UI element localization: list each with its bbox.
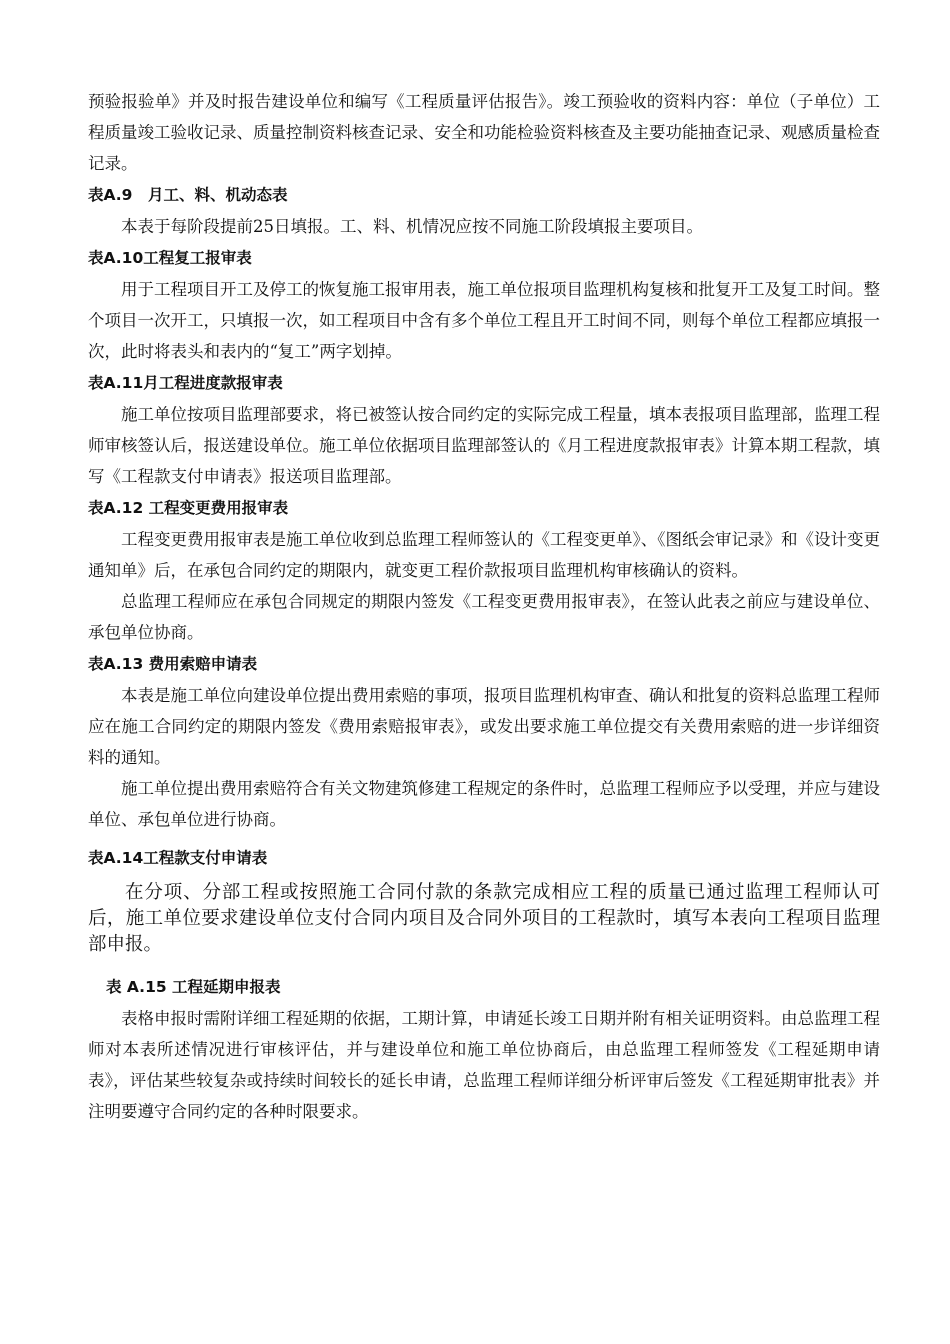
paragraph-a12-2: 总监理工程师应在承包合同规定的期限内签发《工程变更费用报审表》，在签认此表之前应与建设单位、承包单位协商。 [88,592,880,642]
heading-table-a11: 表A.11月工程进度款报审表 [88,374,283,392]
heading-table-a14: 表A.14工程款支付申请表 [88,849,268,867]
paragraph-a9-1: 本表于每阶段提前25日填报。工、料、机情况应按不同施工阶段填报主要项目。 [121,217,703,236]
heading-table-a12: 表A.12 工程变更费用报审表 [88,499,289,517]
intro-paragraph: 预验报验单》并及时报告建设单位和编写《工程质量评估报告》。竣工预验收的资料内容：单位（子单位）工程质量竣工验收记录、质量控制资料核查记录、安全和功能检验资料核查及主要功能抽查记录、观感质量检查记录。 [88,92,880,173]
heading-table-a9: 表A.9 月工、料、机动态表 [88,186,288,204]
paragraph-a12-1: 工程变更费用报审表是施工单位收到总监理工程师签认的《工程变更单》、《图纸会审记录》和《设计变更通知单》后，在承包合同约定的期限内，就变更工程价款报项目监理机构审核确认的资料。 [88,530,880,580]
heading-table-a13: 表A.13 费用索赔申请表 [88,655,258,673]
paragraph-a10-1: 用于工程项目开工及停工的恢复施工报审用表，施工单位报项目监理机构复核和批复开工及复工时间。整个项目一次开工，只填报一次，如工程项目中含有多个单位工程且开工时间不同，则每个单位工程都应填报一次，此时将表头和表内的“复工”两字划掉。 [88,280,880,361]
paragraph-a13-1: 本表是施工单位向建设单位提出费用索赔的事项，报项目监理机构审查、确认和批复的资料总监理工程师应在施工合同约定的期限内签发《费用索赔报审表》，或发出要求施工单位提交有关费用索赔的进一步详细资料的通知。 [88,686,880,767]
paragraph-a13-2: 施工单位提出费用索赔符合有关文物建筑修建工程规定的条件时，总监理工程师应予以受理，并应与建设单位、承包单位进行协商。 [88,779,880,829]
heading-table-a10: 表A.10工程复工报审表 [88,249,252,267]
paragraph-a14-1: 在分项、分部工程或按照施工合同付款的条款完成相应工程的质量已通过监理工程师认可后，施工单位要求建设单位支付合同内项目及合同外项目的工程款时，填写本表向工程项目监理部申报。 [88,882,880,955]
paragraph-a15-1: 表格申报时需附详细工程延期的依据，工期计算，申请延长竣工日期并附有相关证明资料。由总监理工程师对本表所述情况进行审核评估，并与建设单位和施工单位协商后，由总监理工程师签发《工程延期申请表》，评估某些较复杂或持续时间较长的延长申请，总监理工程师详细分析评审后签发《工程延期审批表》并注明要遵守合同约定的各种时限要求。 [88,1009,880,1121]
heading-table-a15: 表 A.15 工程延期申报表 [106,978,281,996]
document-page [88,86,880,1127]
paragraph-a11-1: 施工单位按项目监理部要求，将已被签认按合同约定的实际完成工程量，填本表报项目监理部，监理工程师审核签认后，报送建设单位。施工单位依据项目监理部签认的《月工程进度款报审表》计算本期工程款，填写《工程款支付申请表》报送项目监理部。 [88,405,880,486]
